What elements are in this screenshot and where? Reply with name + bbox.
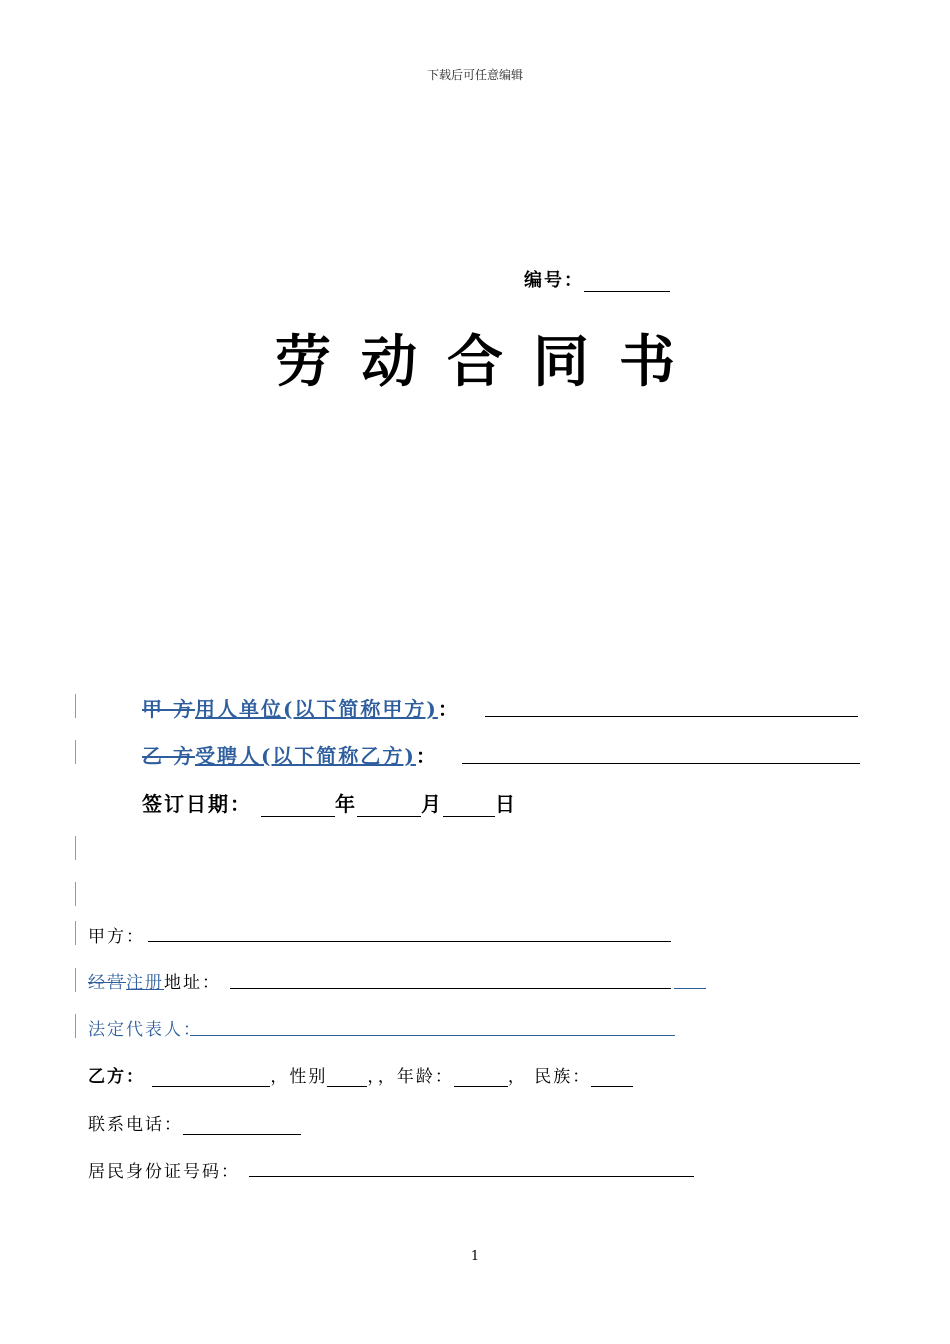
form-phone-line <box>88 1110 301 1135</box>
comma: ， <box>367 1067 378 1087</box>
year-label: 年 <box>334 792 357 816</box>
sex-blank <box>327 1069 367 1087</box>
sex-label: ，性别 <box>270 1067 328 1087</box>
form-id-line <box>88 1157 240 1182</box>
sign-date-line <box>142 788 517 817</box>
form-id-blank <box>249 1176 694 1177</box>
phone-label: 联系电话： <box>88 1115 183 1135</box>
change-bar <box>75 740 76 764</box>
contract-number-field <box>524 266 670 292</box>
cover-party-a <box>142 693 460 722</box>
ethnic-blank <box>591 1069 633 1087</box>
form-address-blank-extension <box>674 988 706 989</box>
sign-date-label: 签订日期： <box>142 792 252 816</box>
page-number: 1 <box>470 1249 480 1264</box>
form-legal-rep-blank <box>190 1035 675 1036</box>
phone-blank <box>183 1117 301 1135</box>
document-title: 劳动合同书 <box>275 330 705 395</box>
inserted-text: 用人单位(以下简称甲方) <box>194 697 438 721</box>
month-blank <box>357 796 421 817</box>
day-label: 日 <box>494 792 517 816</box>
change-bar <box>75 836 76 860</box>
inserted-text: 受聘人(以下简称乙方) <box>194 744 416 768</box>
party-a-blank <box>485 716 858 717</box>
form-party-a-blank <box>148 941 671 942</box>
contract-number-blank <box>584 273 670 292</box>
contract-number-label: 编号： <box>524 270 584 291</box>
ethnic-label: ， 民族： <box>507 1067 592 1087</box>
colon: ： <box>437 697 460 721</box>
form-party-b-line <box>88 1062 633 1087</box>
change-bar <box>75 694 76 718</box>
party-b-name-blank <box>152 1069 270 1087</box>
form-legal-rep-label: 法定代表人： <box>88 1020 202 1040</box>
form-address-blank <box>230 988 671 989</box>
change-bar <box>75 921 76 945</box>
inserted-text: 注册 <box>126 973 164 993</box>
change-bar <box>75 1014 76 1038</box>
year-blank <box>261 796 335 817</box>
struck-text: 经营 <box>88 973 126 993</box>
day-blank <box>443 796 495 817</box>
colon: ： <box>415 744 438 768</box>
change-bar <box>75 882 76 906</box>
address-label: 地址： <box>164 973 221 993</box>
form-party-b-label: 乙方： <box>88 1067 145 1087</box>
age-label: ，年龄： <box>377 1067 454 1087</box>
age-blank <box>454 1069 508 1087</box>
party-b-blank <box>462 763 860 764</box>
change-bar <box>75 968 76 992</box>
form-address <box>88 968 221 993</box>
struck-text: 乙 方 <box>142 744 195 768</box>
struck-text: 甲 方 <box>142 697 195 721</box>
cover-party-b <box>142 740 438 769</box>
id-label: 居民身份证号码： <box>88 1162 240 1182</box>
form-party-a-label: 甲方： <box>88 927 145 947</box>
page-header: 下载后可任意编辑 <box>426 68 523 82</box>
month-label: 月 <box>420 792 443 816</box>
